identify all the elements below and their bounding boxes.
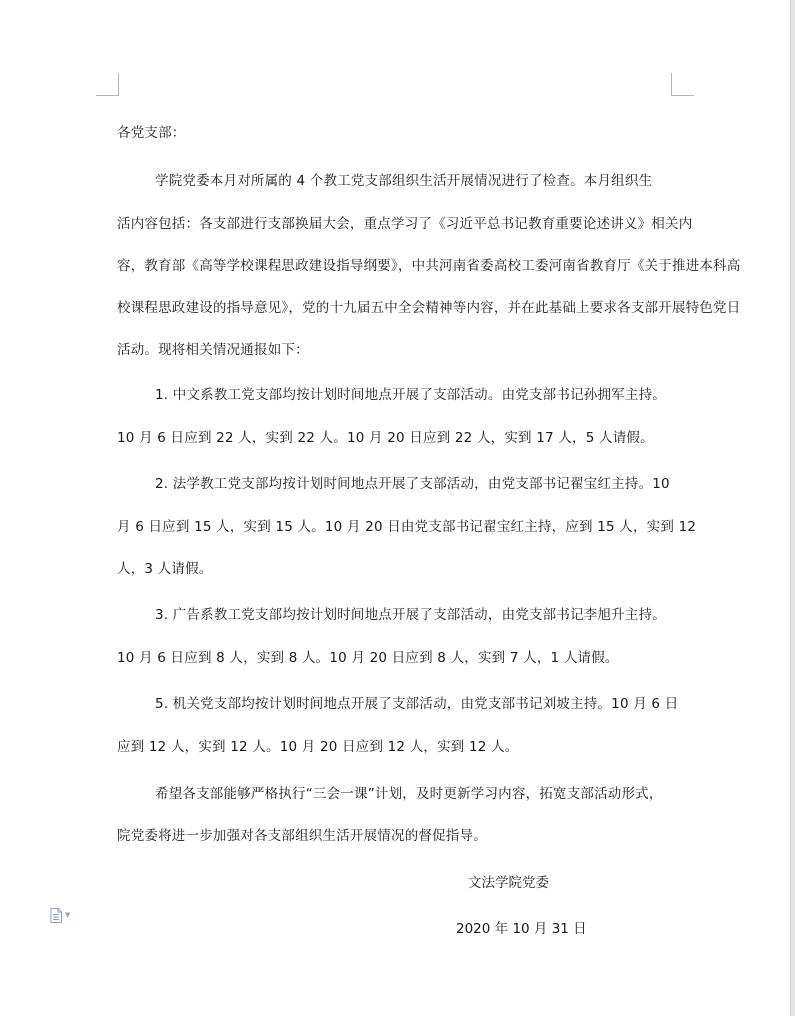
paragraph-line: 10 月 6 日应到 22 人，实到 22 人。10 月 20 日应到 22 人，实到 17 人，5 人请假。 bbox=[117, 430, 654, 446]
paragraph-line: 容，教育部《高等学校课程思政建设指导纲要》，中共河南省委高校工委河南省教育厅《关于推进本科高 bbox=[117, 258, 741, 274]
paragraph-line: 校课程思政建设的指导意见》，党的十九届五中全会精神等内容，并在此基础上要求各支部开展特色党日 bbox=[117, 300, 741, 316]
page-corner-mark-top-left bbox=[96, 73, 119, 96]
paragraph-line: 2. 法学教工党支部均按计划时间地点开展了支部活动，由党支部书记翟宝红主持。10 bbox=[155, 476, 670, 492]
chevron-down-icon: ▼ bbox=[65, 911, 71, 919]
salutation: 各党支部： bbox=[117, 125, 186, 141]
document-icon bbox=[50, 908, 62, 923]
paragraph-line: 1. 中文系教工党支部均按计划时间地点开展了支部活动。由党支部书记孙拥军主持。 bbox=[155, 387, 666, 403]
paragraph-line: 5. 机关党支部均按计划时间地点开展了支部活动，由党支部书记刘坡主持。10 月 6 日 bbox=[155, 696, 679, 712]
document-menu-button[interactable] bbox=[50, 907, 76, 923]
paragraph-line: 月 6 日应到 15 人，实到 15 人。10 月 20 日由党支部书记翟宝红主持，应到 15 人，实到 12 bbox=[117, 519, 697, 535]
scrollbar-edge[interactable] bbox=[790, 0, 795, 1016]
paragraph-line: 活内容包括：各支部进行支部换届大会，重点学习了《习近平总书记教育重要论述讲义》相关内 bbox=[117, 216, 693, 232]
paragraph-line: 活动。现将相关情况通报如下： bbox=[117, 342, 309, 358]
date: 2020 年 10 月 31 日 bbox=[456, 921, 587, 937]
paragraph-line: 人，3 人请假。 bbox=[117, 561, 213, 577]
paragraph-line: 学院党委本月对所属的 4 个教工党支部组织生活开展情况进行了检查。本月组织生 bbox=[155, 173, 653, 189]
paragraph-line: 院党委将进一步加强对各支部组织生活开展情况的督促指导。 bbox=[117, 828, 487, 844]
paragraph-line: 应到 12 人，实到 12 人。10 月 20 日应到 12 人，实到 12 人。 bbox=[117, 739, 519, 755]
paragraph-line: 希望各支部能够严格执行“三会一课”计划，及时更新学习内容，拓宽支部活动形式， bbox=[155, 786, 663, 802]
signature: 文法学院党委 bbox=[468, 875, 549, 891]
paragraph-line: 3. 广告系教工党支部均按计划时间地点开展了支部活动，由党支部书记李旭升主持。 bbox=[155, 607, 666, 623]
page-corner-mark-top-right bbox=[671, 73, 694, 96]
paragraph-line: 10 月 6 日应到 8 人，实到 8 人。10 月 20 日应到 8 人，实到 7 人，1 人请假。 bbox=[117, 650, 619, 666]
